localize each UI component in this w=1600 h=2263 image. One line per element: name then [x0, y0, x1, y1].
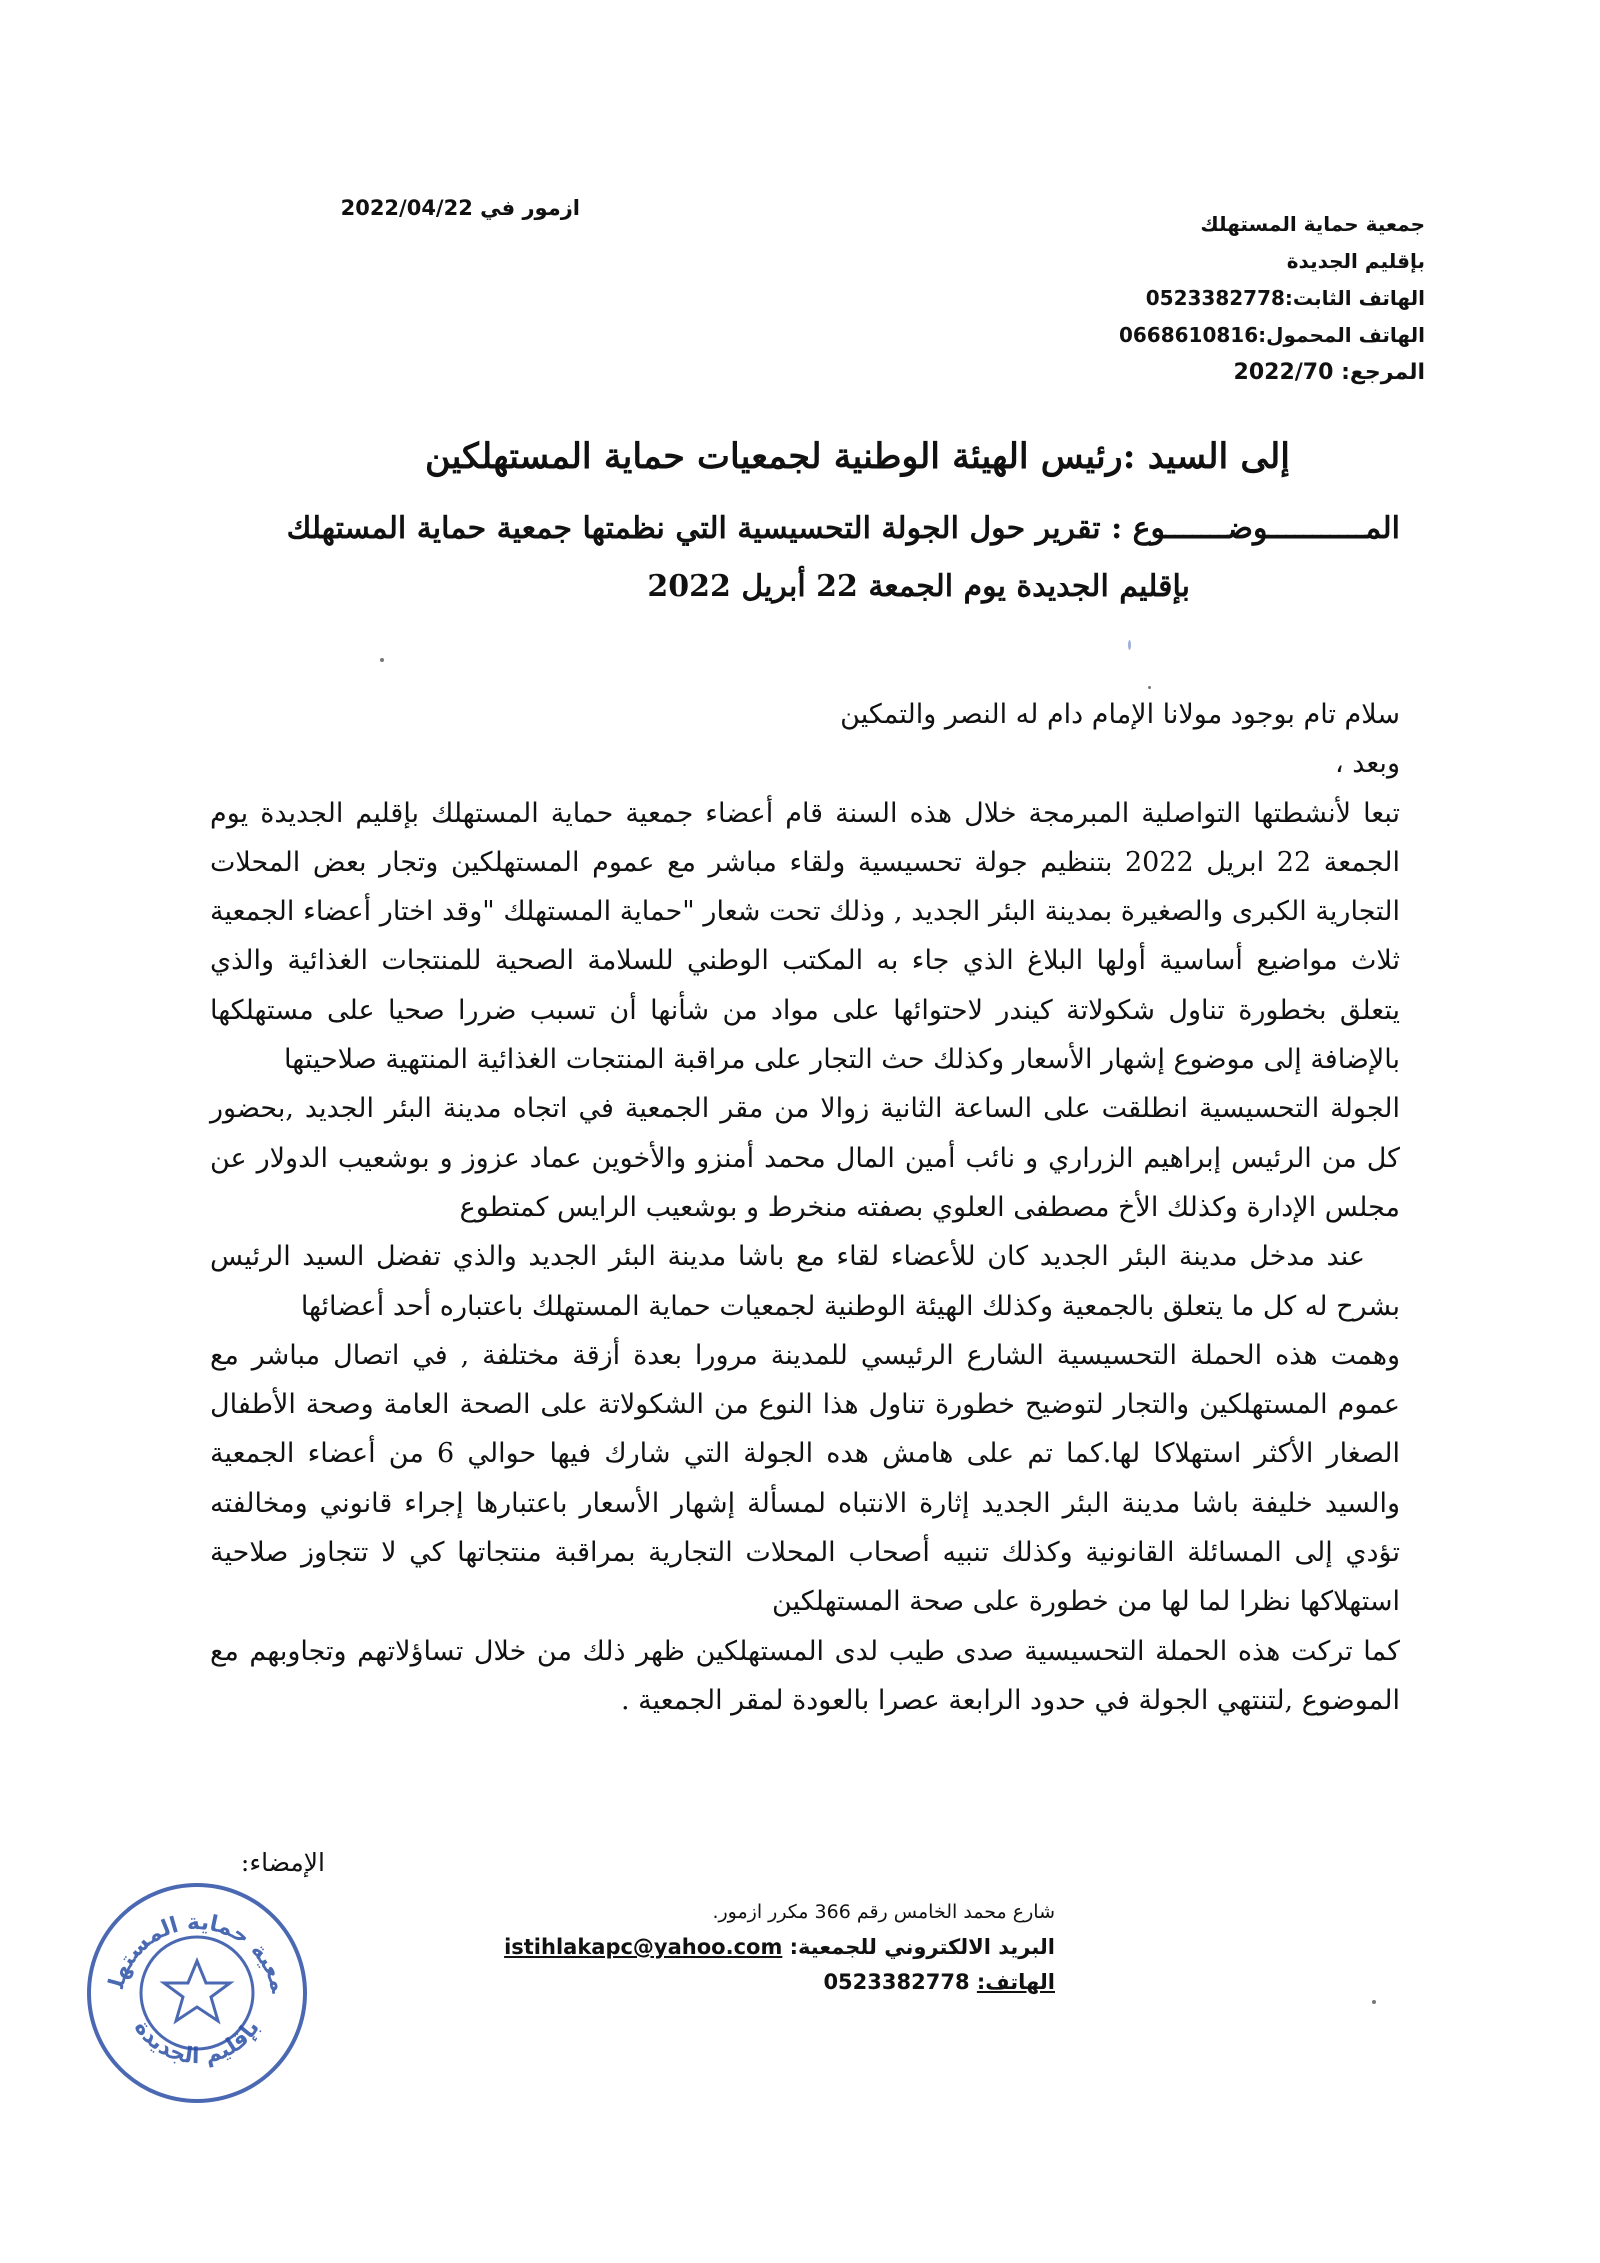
subject-label: المـــــــــــوضـــــــوع : — [1111, 511, 1400, 546]
footer-phone-line — [480, 1965, 1055, 2000]
reference-number: المرجع: 2022/70 — [1233, 360, 1425, 385]
email-label: البريد الالكتروني للجمعية: — [789, 1935, 1055, 1959]
stamp-star-icon — [164, 1961, 230, 2021]
svg-text:جمعية حماية المستهلك — [82, 1875, 291, 1996]
greeting: سلام تام بوجود مولانا الإمام دام له النصر والتمكين — [840, 699, 1400, 730]
email-link[interactable]: istihlakapc@yahoo.com — [504, 1935, 783, 1959]
subject-block — [240, 500, 1400, 616]
sender-block — [1005, 206, 1425, 391]
scan-speck — [1148, 686, 1151, 689]
stamp-seal-icon — [82, 1875, 312, 2105]
phone-label: الهاتف: — [976, 1970, 1055, 1994]
org-province: بإقليم الجديدة — [1286, 249, 1425, 273]
addressee-line: إلى السيد :رئيس الهيئة الوطنية لجمعيات حماية المستهلكين — [424, 436, 1290, 477]
footer-email-line — [480, 1930, 1055, 1965]
scan-speck — [1128, 640, 1131, 650]
subject-line-1: تقرير حول الجولة التحسيسية التي نظمتها جمعية حماية المستهلك — [286, 511, 1101, 546]
paragraph-3: عند مدخل مدينة البئر الجديد كان للأعضاء لقاء مع باشا مدينة البئر الجديد والذي تفضل السيد الرئيس بشرح له كل ما يتعلق بالجمعية وكذلك الهيئة الوطنية لجمعيات حماية المستهلك باعتباره أحد أعضائها — [210, 1241, 1400, 1322]
letter-body — [210, 690, 1400, 1725]
footer-address: شارع محمد الخامس رقم 366 مكرر ازمور. — [712, 1901, 1055, 1923]
org-name: جمعية حماية المستهلك — [1200, 212, 1425, 236]
footer-block — [480, 1895, 1055, 2000]
signature-label: الإمضاء: — [240, 1848, 325, 1877]
scan-speck — [1372, 2000, 1376, 2004]
mobile-phone: الهاتف المحمول:0668610816 — [1118, 323, 1425, 347]
opening: وبعد ، — [1334, 748, 1400, 780]
paragraph-5: كما تركت هذه الحملة التحسيسية صدى طيب لدى المستهلكين ظهر ذلك من خلال تساؤلاتهم وتجاوبهم مع الموضوع ,لتنتهي الجولة في حدود الرابعة عصرا بالعودة لمقر الجمعية . — [210, 1635, 1400, 1716]
phone-number: 0523382778 — [823, 1970, 970, 1994]
scan-speck — [380, 658, 384, 662]
paragraph-4: وهمت هذه الحملة التحسيسية الشارع الرئيسي للمدينة مرورا بعدة أزقة مختلفة , في اتصال مباشر مع عموم المستهلكين والتجار لتوضيح خطورة تناول هذا النوع من الشكولاتة على الصحة العامة وصحة الأطفال الصغار الأكثر استهلاكا لها.كما تم على هامش هده الجولة التي شارك فيها حوالي 6 من أعضاء الجمعية والسيد خليفة باشا مدينة البئر الجديد إثارة الانتباه لمسألة إشهار الأسعار باعتبارها إجراء قانوني ومخالفته تؤدي إلى المسائلة القانونية وكذلك تنبيه أصحاب المحلات التجارية بمراقبة منتجاتها كي لا تتجاوز صلاحية استهلاكها نظرا لما لها من خطورة على صحة المستهلكين — [210, 1339, 1400, 1618]
paragraph-2: الجولة التحسيسية انطلقت على الساعة الثانية زوالا من مقر الجمعية في اتجاه مدينة البئر الجديد ,بحضور كل من الرئيس إبراهيم الزراري و نائب أمين المال محمد أمنزو والأخوين عماد عزوز و بوشعيب الدولار عن مجلس الإدارة وكذلك الأخ مصطفى العلوي بصفته منخرط و بوشعيب الرايس كمتطوع — [210, 1093, 1400, 1223]
association-stamp — [82, 1875, 312, 2105]
stamp-top-text: معية حماية المستهل — [104, 1910, 291, 1996]
landline-phone: الهاتف الثابت:0523382778 — [1145, 286, 1425, 310]
paragraph-1: تبعا لأنشطتها التواصلية المبرمجة خلال هذه السنة قام أعضاء جمعية حماية المستهلك بإقليم الجديدة يوم الجمعة 22 ابريل 2022 بتنظيم جولة تحسيسية ولقاء مباشر مع عموم المستهلكين وتجار بعض المحلات التجارية الكبرى والصغيرة بمدينة البئر الجديد , وذلك تحت شعار "حماية المستهلك "وقد اختار أعضاء الجمعية ثلاث مواضيع أساسية أولها البلاغ الذي جاء به المكتب الوطني للسلامة الصحية للمنتجات الغذائية والذي يتعلق بخطورة تناول شكولاتة كيندر لاحتوائها على مواد من شأنها أن تسبب ضررا صحيا على مستهلكها بالإضافة إلى موضوع إشهار الأسعار وكذلك حث التجار على مراقبة المنتجات الغذائية المنتهية صلاحيتها — [210, 797, 1401, 1076]
svg-text:بإقليم الجديدة — [129, 2016, 265, 2069]
subject-line-2: بإقليم الجديدة يوم الجمعة 22 أبريل 2022 — [647, 569, 1190, 604]
letter-date: ازمور في 2022/04/22 — [340, 196, 580, 220]
stamp-bottom-text: بإقليم الجديدة — [129, 2015, 265, 2070]
